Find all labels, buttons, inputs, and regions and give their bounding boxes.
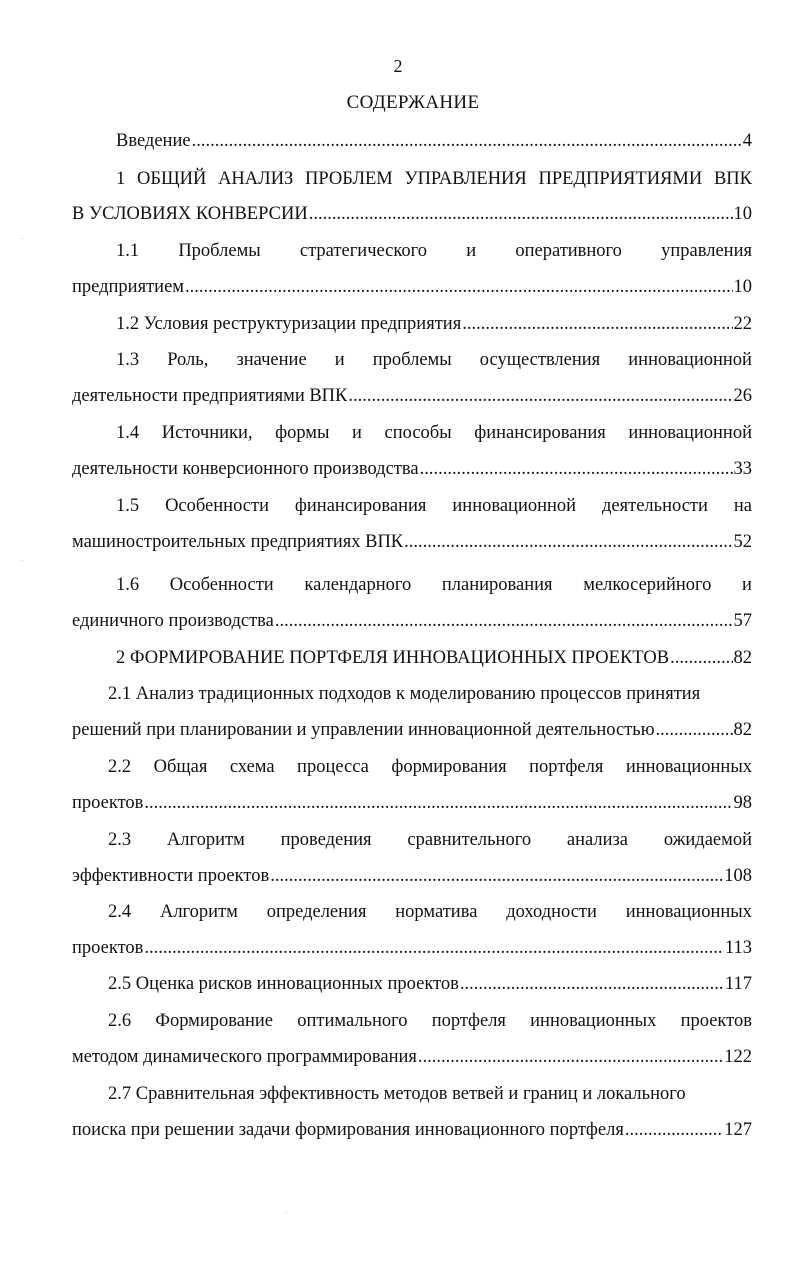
word: 1.6 (116, 575, 140, 595)
word: и (352, 423, 362, 443)
dot-leader (348, 381, 732, 411)
word: Роль, (167, 350, 209, 370)
word: инновационных (530, 1011, 657, 1031)
word: 2.2 (108, 757, 132, 777)
dot-leader (144, 933, 724, 963)
dot-leader (656, 715, 733, 745)
entry-page: 4 (742, 131, 752, 151)
word: 2.3 (108, 830, 132, 850)
entry-page: 26 (733, 386, 752, 406)
word: ожидаемой (663, 830, 752, 850)
word: финансирования (294, 496, 427, 516)
entry-text: 2 ФОРМИРОВАНИЕ ПОРТФЕЛЯ ИННОВАЦИОННЫХ ПРОЕКТОВ (116, 648, 670, 668)
entry-text: В УСЛОВИЯХ КОНВЕРСИИ (72, 204, 308, 224)
word: Особенности (169, 575, 274, 595)
entry-page: 122 (724, 1047, 752, 1067)
toc-entry-introduction (116, 126, 752, 156)
word: АНАЛИЗ (218, 169, 294, 189)
word: портфеля (431, 1011, 506, 1031)
word: оптимального (297, 1011, 408, 1031)
word: Проблемы (178, 241, 261, 261)
toc-entry-2-4-line2 (72, 933, 752, 963)
toc-entry-2-1-line1 (108, 679, 752, 709)
entry-page: 113 (724, 938, 752, 958)
word: 1.1 (116, 241, 140, 261)
word: формирования (391, 757, 507, 777)
word: норматива (395, 902, 478, 922)
word: инновационной (628, 423, 752, 443)
toc-entry-1-5-line2 (72, 527, 752, 557)
word: проведения (280, 830, 372, 850)
dot-leader (420, 454, 733, 484)
toc-title: СОДЕРЖАНИЕ (346, 92, 480, 113)
entry-text: решений при планировании и управлении инновационной деятельностью (72, 720, 655, 740)
toc-entry-1-6-line2 (72, 606, 752, 636)
entry-text: проектов (72, 938, 144, 958)
word: и (466, 241, 477, 261)
word: и (742, 575, 752, 595)
entry-text: 2.1 Анализ традиционных подходов к моделированию процессов принятия (108, 684, 701, 704)
toc-entry-1-2 (116, 309, 752, 339)
word: и (334, 350, 345, 370)
word: УПРАВЛЕНИЯ (404, 169, 527, 189)
word: проблемы (372, 350, 452, 370)
toc-entry-2-7-line1 (108, 1079, 752, 1109)
word: календарного (304, 575, 412, 595)
word: ВПК (713, 169, 752, 189)
word: сравнительного (407, 830, 532, 850)
scan-speck (22, 238, 23, 239)
scan-speck (22, 560, 23, 561)
toc-entry-1-6-line1 (116, 570, 752, 600)
entry-page: 10 (733, 204, 752, 224)
word: ОБЩИЙ (136, 169, 207, 189)
toc-entry-2 (116, 643, 752, 673)
word: Формирование (155, 1011, 274, 1031)
entry-text: методом динамического программирования (72, 1047, 417, 1067)
entry-page: 108 (724, 866, 752, 886)
dot-leader (462, 309, 732, 339)
word: формы (275, 423, 330, 443)
word: определения (266, 902, 367, 922)
dot-leader (275, 606, 733, 636)
toc-entry-2-2-line2 (72, 788, 752, 818)
toc-entry-1-1-line2 (72, 272, 752, 302)
word: процесса (297, 757, 369, 777)
entry-text: проектов (72, 793, 144, 813)
toc-entry-2-3-line2 (72, 861, 752, 891)
toc-entry-1-5-line1 (116, 491, 752, 521)
toc-entry-2-6-line2 (72, 1042, 752, 1072)
dot-leader (270, 861, 723, 891)
word: осуществления (479, 350, 601, 370)
word: схема (229, 757, 275, 777)
entry-text: Введение (116, 131, 191, 151)
dot-leader (418, 1042, 723, 1072)
toc-entry-1-line2 (72, 199, 752, 229)
word: 1.5 (116, 496, 140, 516)
word: способы (384, 423, 452, 443)
page-number: 2 (393, 56, 403, 76)
word: инновационных (625, 902, 752, 922)
word: Источники, (161, 423, 253, 443)
toc-entry-2-6-line1 (108, 1006, 752, 1036)
entry-page: 33 (733, 459, 752, 479)
entry-page: 52 (733, 532, 752, 552)
word: 1.4 (116, 423, 140, 443)
dot-leader (192, 126, 742, 156)
word: на (733, 496, 752, 516)
entry-page: 117 (724, 974, 752, 994)
toc-entry-1-4-line2 (72, 454, 752, 484)
entry-text: 2.5 Оценка рисков инновационных проектов (108, 974, 459, 994)
word: 2.4 (108, 902, 132, 922)
dot-leader (670, 643, 732, 673)
entry-page: 127 (724, 1120, 752, 1140)
entry-page: 22 (733, 314, 752, 334)
word: портфеля (529, 757, 604, 777)
dot-leader (185, 272, 733, 302)
word: Алгоритм (166, 830, 245, 850)
word: 1 (116, 169, 126, 189)
toc-entry-2-7-line2 (72, 1115, 752, 1145)
toc-entry-1-4-line1 (116, 418, 752, 448)
toc-entry-2-4-line1 (108, 897, 752, 927)
word: финансирования (474, 423, 606, 443)
entry-text: единичного производства (72, 611, 274, 631)
word: анализа (566, 830, 629, 850)
dot-leader (404, 527, 732, 557)
word: ПРОБЛЕМ (305, 169, 393, 189)
entry-page: 57 (733, 611, 752, 631)
toc-entry-1-3-line1 (116, 345, 752, 375)
entry-text: 2.7 Сравнительная эффективность методов ветвей и границ и локального (108, 1084, 686, 1104)
word: Алгоритм (159, 902, 238, 922)
word: ПРЕДПРИЯТИЯМИ (538, 169, 703, 189)
entry-text: 1.2 Условия реструктуризации предприятия (116, 314, 462, 334)
dot-leader (309, 199, 733, 229)
entry-text: деятельности предприятиями ВПК (72, 386, 348, 406)
toc-entry-1-line1 (116, 164, 752, 194)
word: значение (236, 350, 307, 370)
entry-page: 10 (733, 277, 752, 297)
word: Особенности (165, 496, 269, 516)
toc-entry-2-3-line1 (108, 825, 752, 855)
word: управления (661, 241, 752, 261)
dot-leader (460, 969, 724, 999)
word: деятельности (601, 496, 708, 516)
word: 1.3 (116, 350, 140, 370)
word: оперативного (515, 241, 622, 261)
toc-entry-2-5 (108, 969, 752, 999)
toc-entry-2-1-line2 (72, 715, 752, 745)
toc-entry-1-1-line1 (116, 236, 752, 266)
entry-text: поиска при решении задачи формирования инновационного портфеля (72, 1120, 624, 1140)
scan-speck (286, 1212, 287, 1213)
dot-leader (144, 788, 732, 818)
word: проектов (680, 1011, 752, 1031)
word: 2.6 (108, 1011, 132, 1031)
entry-text: деятельности конверсионного производства (72, 459, 419, 479)
toc-entry-2-2-line1 (108, 752, 752, 782)
word: доходности (506, 902, 597, 922)
toc-entry-1-3-line2 (72, 381, 752, 411)
dot-leader (625, 1115, 723, 1145)
word: инновационной (452, 496, 577, 516)
word: планирования (441, 575, 553, 595)
entry-text: предприятием (72, 277, 184, 297)
word: инновационных (625, 757, 752, 777)
word: стратегического (299, 241, 428, 261)
entry-text: машиностроительных предприятиях ВПК (72, 532, 404, 552)
word: мелкосерийного (583, 575, 712, 595)
entry-page: 82 (733, 648, 752, 668)
word: инновационной (628, 350, 752, 370)
word: Общая (153, 757, 208, 777)
entry-text: эффективности проектов (72, 866, 270, 886)
entry-page: 82 (733, 720, 752, 740)
entry-page: 98 (733, 793, 752, 813)
